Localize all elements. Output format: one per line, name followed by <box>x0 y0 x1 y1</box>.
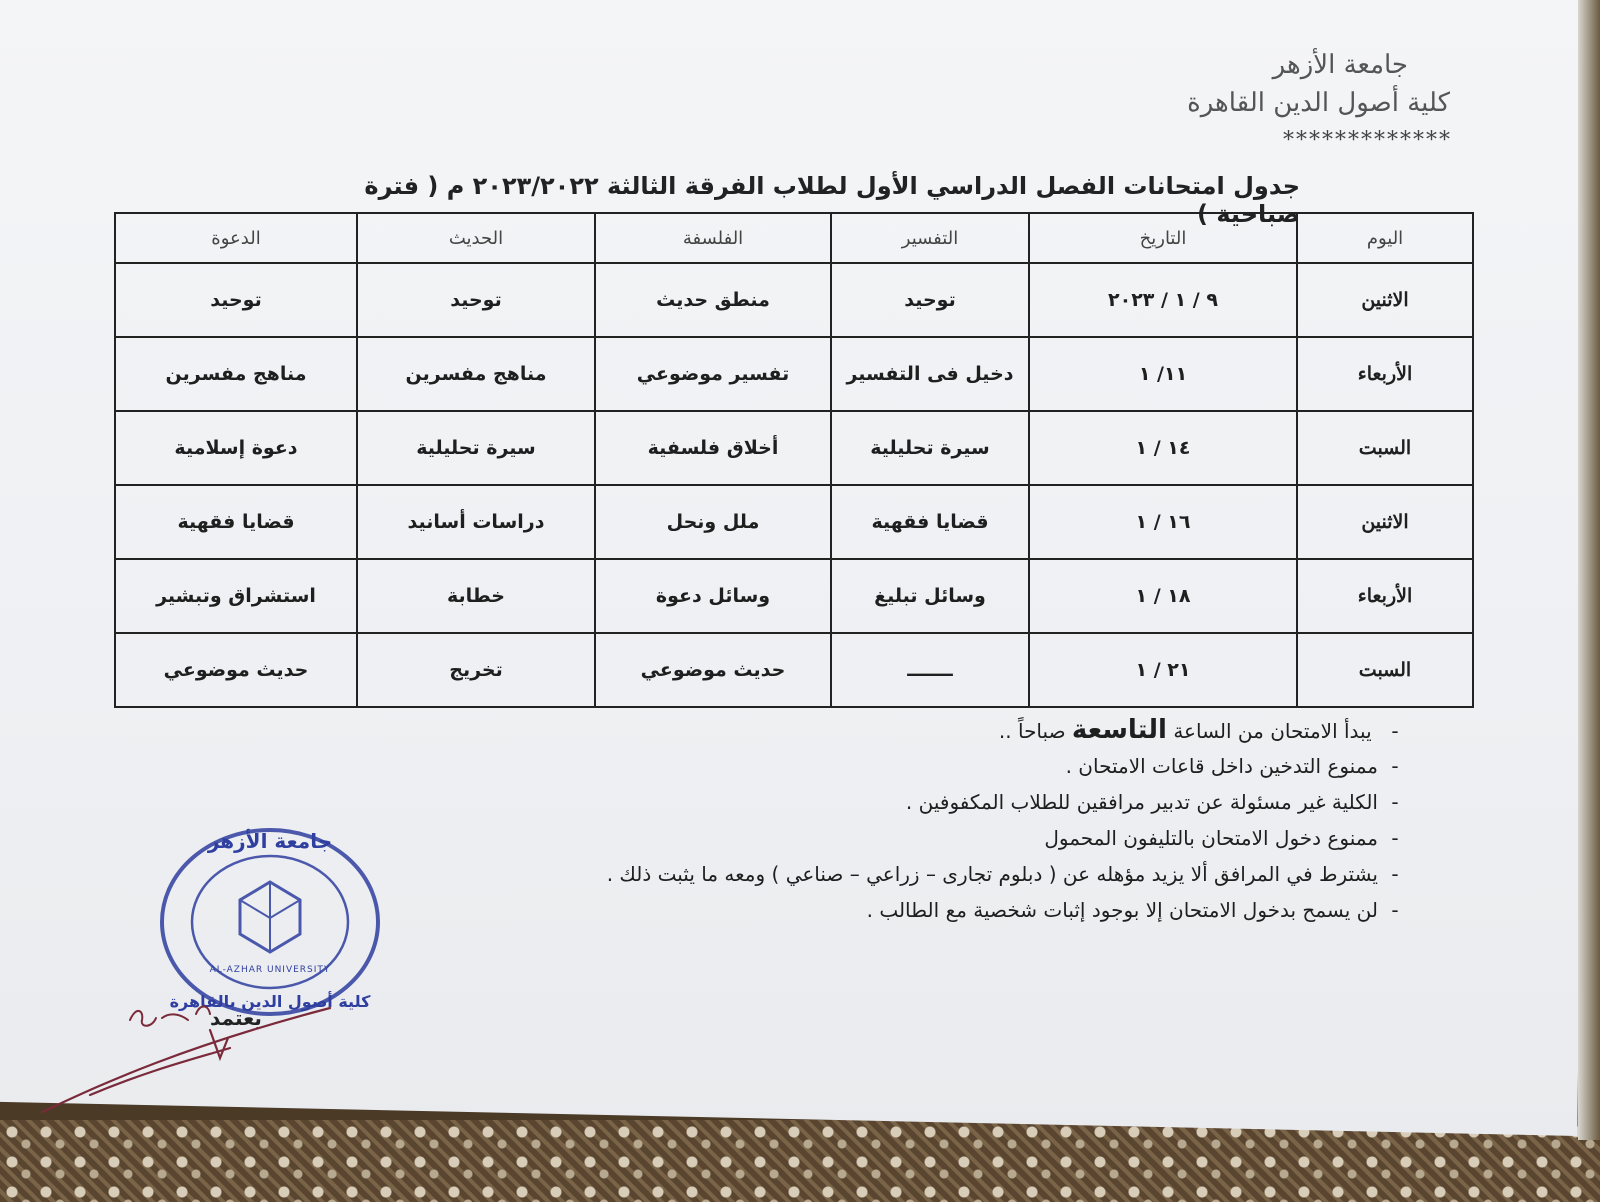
table-row <box>115 411 1473 485</box>
paper-edge <box>1578 0 1600 1140</box>
stamp-text-bottom: كلية أصول الدين بالقاهرة <box>169 992 371 1011</box>
cell-hadith: خطابة <box>357 559 595 633</box>
note-item: -لن يسمح بدخول الامتحان إلا بوجود إثبات شخصية مع الطالب . <box>866 898 1399 922</box>
cell-hadith: توحيد <box>357 263 595 337</box>
note-highlight: التاسعة <box>1071 715 1167 745</box>
cell-hadith: تخريج <box>357 633 595 707</box>
cell-hadith: دراسات أسانيد <box>357 485 595 559</box>
cell-date: ١٤ / ١ <box>1029 411 1297 485</box>
header-hadith: الحديث <box>357 213 595 263</box>
note-text: لن يسمح بدخول الامتحان إلا بوجود إثبات شخصية مع الطالب . <box>866 898 1378 922</box>
cell-date: ١١/ ١ <box>1029 337 1297 411</box>
cell-day: الأربعاء <box>1297 337 1473 411</box>
cell-dawah: مناهج مفسرين <box>115 337 357 411</box>
note-item: -ممنوع دخول الامتحان بالتليفون المحمول <box>1044 826 1399 850</box>
note-item: -الكلية غير مسئولة عن تدبير مرافقين للطلاب المكفوفين . <box>905 790 1399 814</box>
cell-dawah: قضايا فقهية <box>115 485 357 559</box>
cell-day: الاثنين <box>1297 485 1473 559</box>
note-text: صباحاً .. <box>998 719 1066 743</box>
cell-day: السبت <box>1297 411 1473 485</box>
note-item: -ممنوع التدخين داخل قاعات الامتحان . <box>1065 754 1399 778</box>
header-dawah: الدعوة <box>115 213 357 263</box>
cell-philosophy: أخلاق فلسفية <box>595 411 831 485</box>
exam-notes <box>312 712 1412 928</box>
dean-signature <box>30 990 360 1120</box>
stamp-text-top: جامعة الأزهر <box>207 829 333 853</box>
university-name: جامعة الأزهر <box>1272 50 1408 80</box>
header-stars: ************* <box>1283 128 1452 153</box>
table-header-row <box>115 213 1473 263</box>
cell-philosophy: وسائل دعوة <box>595 559 831 633</box>
cell-philosophy: تفسير موضوعي <box>595 337 831 411</box>
cell-hadith: مناهج مفسرين <box>357 337 595 411</box>
document-title: جدول امتحانات الفصل الدراسي الأول لطلاب الفرقة الثالثة ٢٠٢٣/٢٠٢٢ م ( فترة صباحية ) <box>364 172 1300 228</box>
table-row <box>115 263 1473 337</box>
table-row <box>115 633 1473 707</box>
note-text: يشترط في المرافق ألا يزيد مؤهله عن ( دبلوم تجارى – زراعي – صناعي ) ومعه ما يثبت ذلك . <box>606 862 1378 886</box>
tablecloth-background <box>0 1120 1600 1202</box>
cell-philosophy: حديث موضوعي <box>595 633 831 707</box>
header-day: اليوم <box>1297 213 1473 263</box>
header-philosophy: الفلسفة <box>595 213 831 263</box>
exam-schedule-table <box>114 212 1474 708</box>
note-item: -يشترط في المرافق ألا يزيد مؤهله عن ( دبلوم تجارى – زراعي – صناعي ) ومعه ما يثبت ذلك . <box>606 862 1399 886</box>
note-text: يبدأ الامتحان من الساعة <box>1173 719 1372 743</box>
cell-tafsir: وسائل تبليغ <box>831 559 1029 633</box>
note-item: - يبدأ الامتحان من الساعة التاسعة صباحاً .. <box>998 715 1399 745</box>
cell-philosophy: منطق حديث <box>595 263 831 337</box>
cell-day: السبت <box>1297 633 1473 707</box>
table-row <box>115 337 1473 411</box>
cell-dawah: حديث موضوعي <box>115 633 357 707</box>
cell-hadith: سيرة تحليلية <box>357 411 595 485</box>
header-tafsir: التفسير <box>831 213 1029 263</box>
faculty-name: كلية أصول الدين القاهرة <box>1187 88 1450 118</box>
cell-tafsir: قضايا فقهية <box>831 485 1029 559</box>
cell-philosophy: ملل ونحل <box>595 485 831 559</box>
cell-date: ٢١ / ١ <box>1029 633 1297 707</box>
note-text: ممنوع التدخين داخل قاعات الامتحان . <box>1065 754 1378 778</box>
cell-tafsir: دخيل فى التفسير <box>831 337 1029 411</box>
cell-date: ١٦ / ١ <box>1029 485 1297 559</box>
cell-tafsir: سيرة تحليلية <box>831 411 1029 485</box>
note-text: الكلية غير مسئولة عن تدبير مرافقين للطلاب المكفوفين . <box>905 790 1378 814</box>
cell-dawah: توحيد <box>115 263 357 337</box>
stamp-ring-text: AL-AZHAR UNIVERSITY <box>209 965 331 975</box>
note-text: ممنوع دخول الامتحان بالتليفون المحمول <box>1044 826 1378 850</box>
table-row <box>115 485 1473 559</box>
header-date: التاريخ <box>1029 213 1297 263</box>
cell-dawah: استشراق وتبشير <box>115 559 357 633</box>
approval-label: يعتمد <box>210 1006 262 1030</box>
cell-date: ٩ / ١ / ٢٠٢٣ <box>1029 263 1297 337</box>
cell-dawah: دعوة إسلامية <box>115 411 357 485</box>
cell-tafsir: ـــــــ <box>831 633 1029 707</box>
cell-date: ١٨ / ١ <box>1029 559 1297 633</box>
cell-tafsir: توحيد <box>831 263 1029 337</box>
table-row <box>115 559 1473 633</box>
cell-day: الاثنين <box>1297 263 1473 337</box>
cell-day: الأربعاء <box>1297 559 1473 633</box>
